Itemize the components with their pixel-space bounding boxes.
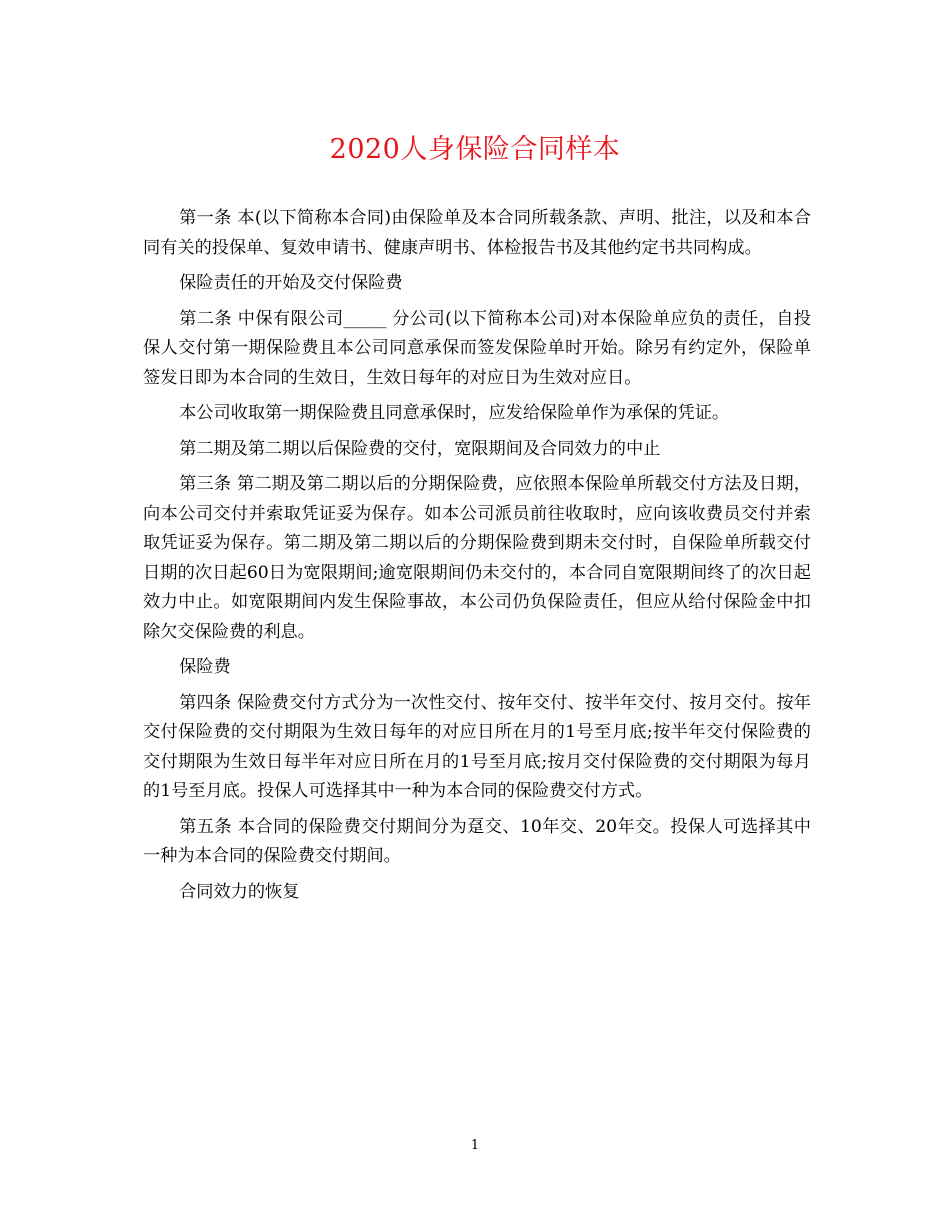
article-2-paragraph: 第二条 中保有限公司_____ 分公司(以下简称本公司)对本保险单应负的责任，自投保人交付第一期保险费且本公司同意承保而签发保险单时开始。除另有约定外，保险单签发日即为本合同的生效日，生效日每年的对应日为生效对应日。 (143, 308, 811, 388)
policy-issuance-paragraph: 本公司收取第一期保险费且同意承保时，应发给保险单作为承保的凭证。 (179, 403, 730, 423)
section-heading-coverage-start: 保险责任的开始及交付保险费 (179, 273, 403, 293)
article-1-paragraph: 第一条 本(以下简称本合同)由保险单及本合同所载条款、声明、批注，以及和本合同有关的投保单、复效申请书、健康声明书、体检报告书及其他约定书共同构成。 (143, 208, 811, 258)
document-body (143, 204, 811, 913)
article-3-paragraph: 第三条 第二期及第二期以后的分期保险费，应依照本保险单所载交付方法及日期，向本公司交付并索取凭证妥为保存。如本公司派员前往收取时，应向该收费员交付并索取凭证妥为保存。第二期及第二期以后的分期保险费到期未交付时，自保险单所载交付日期的次日起60日为宽限期间;逾宽限期间仍未交付的，本合同自宽限期间终了的次日起效力中止。如宽限期间内发生保险事故，本公司仍负保险责任，但应从给付保险金中扣除欠交保险费的利息。 (143, 474, 811, 642)
page-number: 1 (470, 1138, 480, 1153)
section-heading-reinstatement: 合同效力的恢复 (179, 881, 300, 902)
document-title: 2020人身保险合同样本 (329, 134, 621, 165)
article-4-paragraph: 第四条 保险费交付方式分为一次性交付、按年交付、按半年交付、按月交付。按年交付保险费的交付期限为生效日每年的对应日所在月的1号至月底;按半年交付保险费的交付期限为生效日每半年对应日所在月的1号至月底;按月交付保险费的交付期限为每月的1号至月底。投保人可选择其中一种为本合同的保险费交付方式。 (143, 692, 811, 801)
article-5-paragraph: 第五条 本合同的保险费交付期间分为趸交、10年交、20年交。投保人可选择其中一种为本合同的保险费交付期间。 (143, 816, 811, 866)
section-heading-grace-period: 第二期及第二期以后保险费的交付，宽限期间及合同效力的中止 (179, 438, 661, 459)
section-heading-premium: 保险费 (179, 657, 231, 677)
